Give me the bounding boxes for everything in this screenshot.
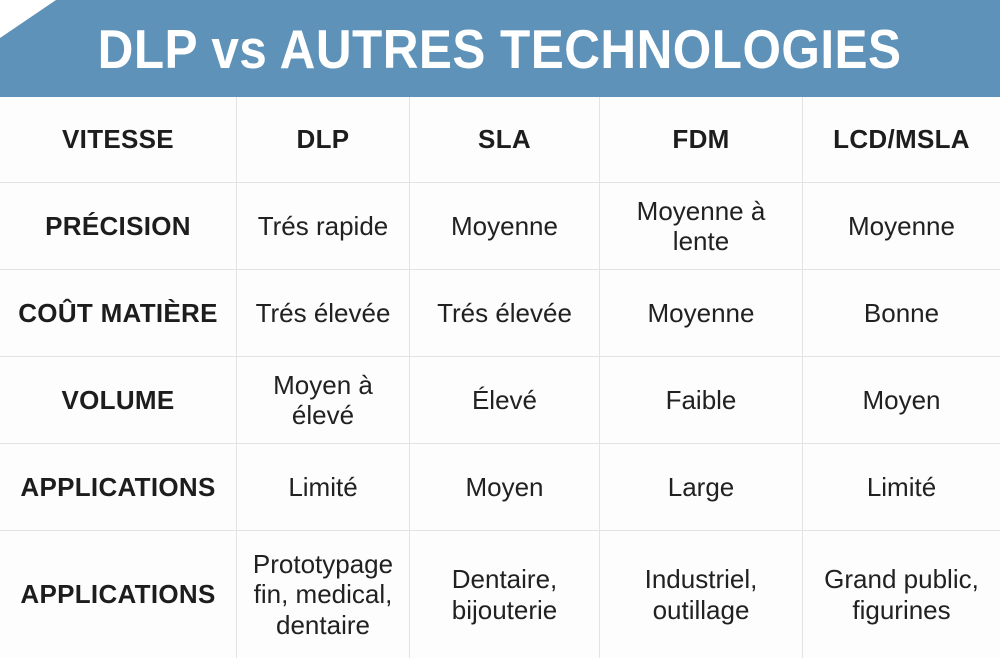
table-cell: Trés élevée [237,270,410,357]
table-cell: Limité [803,444,1000,531]
title-bar [0,0,1000,98]
table-cell: Prototypage fin, medical, dentaire [237,531,410,658]
table-cell: Bonne [803,270,1000,357]
table-cell: Moyen [410,444,600,531]
column-header: VITESSE [0,97,237,183]
table-cell: Moyenne [410,183,600,270]
row-label: COÛT MATIÈRE [0,270,237,357]
table-cell: Moyenne [600,270,803,357]
row-label: APPLICATIONS [0,531,237,658]
table-cell: Trés élevée [410,270,600,357]
column-header: DLP [237,97,410,183]
table-cell: Élevé [410,357,600,444]
table-cell: Moyenne [803,183,1000,270]
comparison-table [0,97,1000,658]
table-cell: Limité [237,444,410,531]
table-cell: Grand public, figurines [803,531,1000,658]
table-cell: Industriel, outillage [600,531,803,658]
column-header: FDM [600,97,803,183]
table-cell: Dentaire, bijouterie [410,531,600,658]
table-cell: Trés rapide [237,183,410,270]
corner-notch [0,0,56,38]
table-cell: Moyenne à lente [600,183,803,270]
page-title: DLP vs AUTRES TECHNOLOGIES [98,17,902,80]
column-header: SLA [410,97,600,183]
table-cell: Large [600,444,803,531]
table-cell: Moyen [803,357,1000,444]
table-cell: Moyen à élevé [237,357,410,444]
row-label: APPLICATIONS [0,444,237,531]
row-label: PRÉCISION [0,183,237,270]
row-label: VOLUME [0,357,237,444]
column-header: LCD/MSLA [803,97,1000,183]
table-cell: Faible [600,357,803,444]
